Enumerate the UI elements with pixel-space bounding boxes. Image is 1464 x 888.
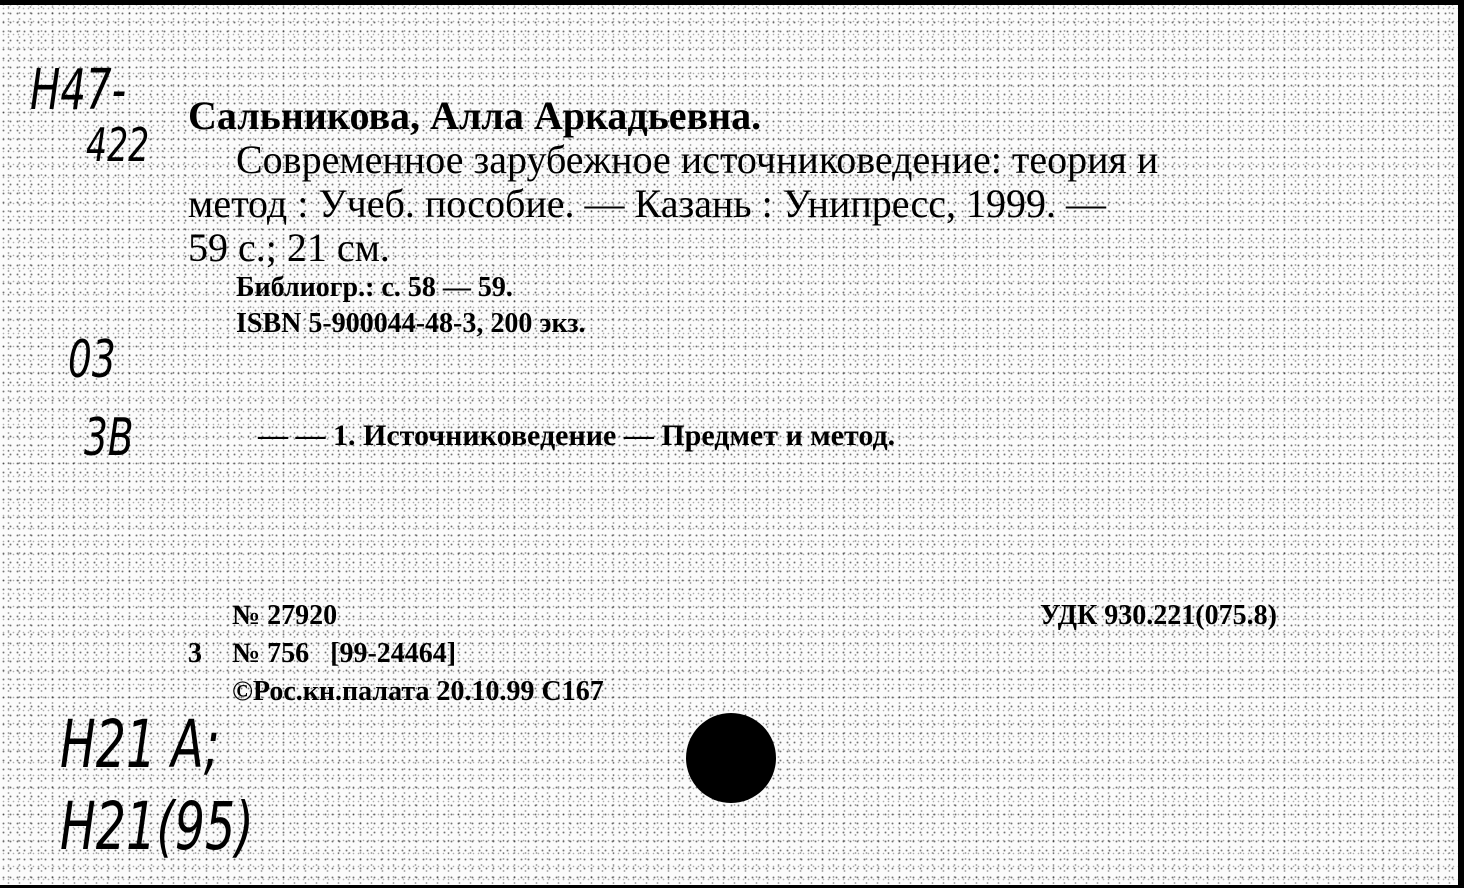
scan-edge-top <box>0 0 1464 5</box>
book-chamber-line: ©Рос.кн.палата 20.10.99 С167 <box>232 676 604 707</box>
udc-code: УДК 930.221(075.8) <box>1040 600 1277 631</box>
copy-marker: 3 <box>188 638 202 669</box>
shelfmark-line-2: 422 <box>86 118 150 172</box>
shelfmark-line-1: Н47- <box>30 58 127 123</box>
bibliography-note: Библиогр.: с. 58 — 59. <box>236 272 513 303</box>
handwritten-note-03: 03 <box>68 330 116 390</box>
handwritten-class-2: Н21(95) <box>60 788 254 865</box>
isbn-line: ISBN 5-900044-48-3, 200 экз. <box>236 308 586 339</box>
punch-hole <box>686 713 776 803</box>
handwritten-note-3b: 3В <box>84 408 134 468</box>
title-line-1: Современное зарубежное источниковедение: теория и <box>236 137 1159 182</box>
scan-edge-right <box>1458 0 1464 888</box>
author-name: Сальникова, Алла Аркадьевна. <box>188 93 762 138</box>
accession-number-1: № 27920 <box>232 600 338 631</box>
subject-heading: — — 1. Источниковедение — Предмет и метод. <box>258 419 896 452</box>
handwritten-class-1: Н21 А; <box>60 706 220 783</box>
title-line-2: метод : Учеб. пособие. — Казань : Унипресс, 1999. — <box>188 181 1107 226</box>
title-line-3: 59 с.; 21 см. <box>188 225 390 270</box>
accession-number-2: № 756 [99-24464] <box>232 638 457 669</box>
